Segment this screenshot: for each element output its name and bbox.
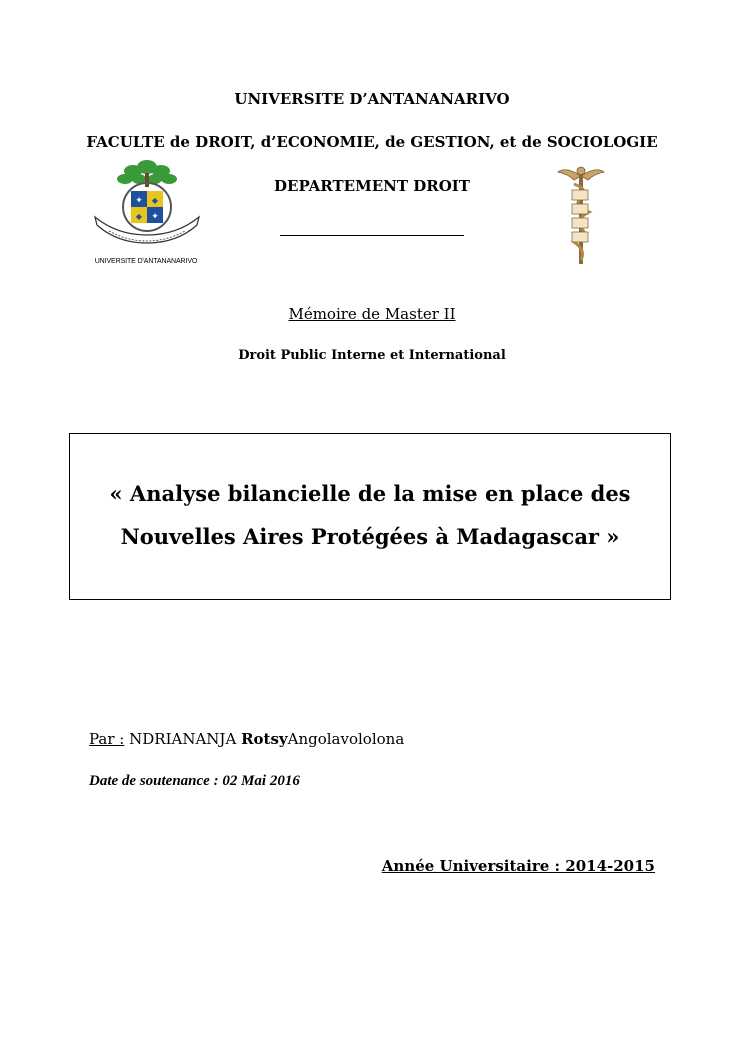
academic-year: Année Universitaire : 2014-2015: [381, 857, 655, 875]
thesis-type: [0, 305, 744, 323]
author-middle-name: Angolavololona: [287, 730, 405, 748]
title-box: [69, 433, 671, 600]
thesis-type-label: Mémoire de Master II: [288, 305, 456, 323]
university-seal-icon: [87, 155, 207, 273]
header-divider: [280, 235, 464, 236]
department-name: DEPARTEMENT DROIT: [274, 177, 470, 195]
defense-date: Date de soutenance : 02 Mai 2016: [89, 773, 300, 789]
svg-text:◆: ◆: [151, 196, 159, 205]
thesis-title-line-2: Nouvelles Aires Protégées à Madagascar »: [120, 524, 620, 549]
author-first-name: Rotsy: [241, 730, 288, 748]
author-line: [89, 730, 404, 748]
svg-text:✦: ✦: [135, 196, 143, 206]
university-logo-caption: UNIVERSITE D'ANTANANARIVO: [94, 258, 198, 265]
thesis-title-line-1: « Analyse bilancielle de la mise en place des: [109, 481, 631, 506]
svg-text:✦: ✦: [151, 212, 159, 222]
faculty-name: FACULTE de DROIT, d’ECONOMIE, de GESTION, et de SOCIOLOGIE: [86, 133, 658, 151]
svg-text:◆: ◆: [135, 212, 143, 221]
university-name: UNIVERSITE D’ANTANANARIVO: [234, 90, 510, 108]
thesis-specialty: Droit Public Interne et International: [238, 348, 506, 363]
author-prefix: Par :: [89, 730, 125, 748]
author-last-name: NDRIANANJA: [129, 730, 237, 748]
